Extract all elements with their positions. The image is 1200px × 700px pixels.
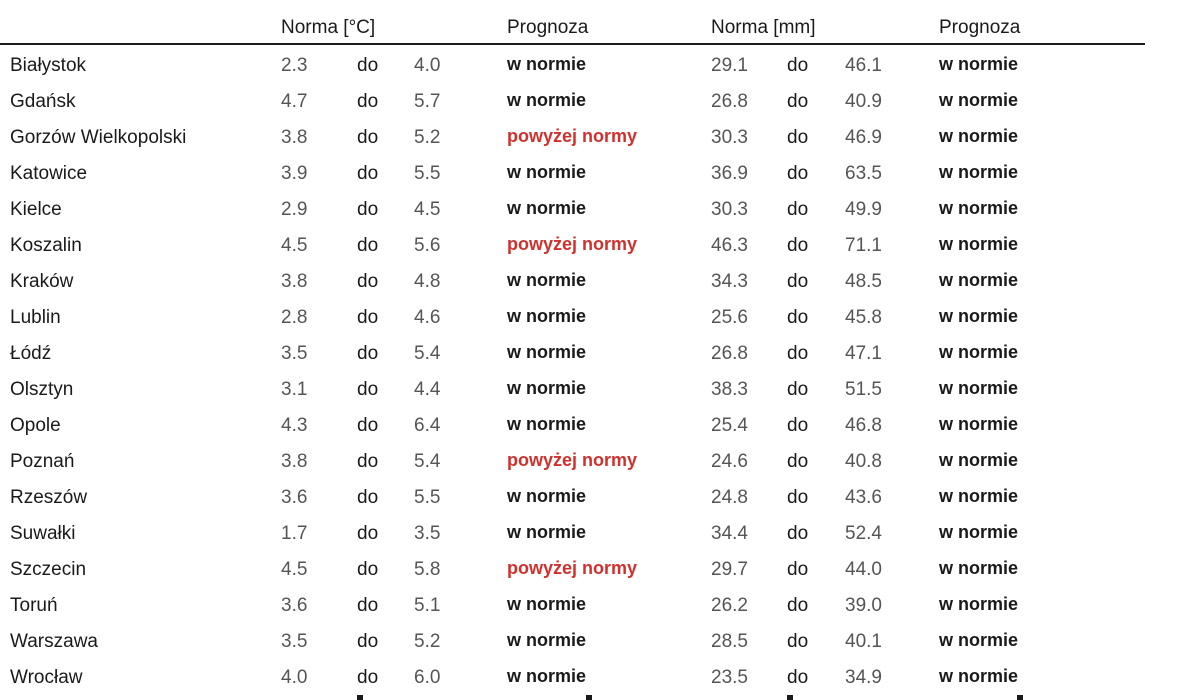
precip-norm-max: 40.9: [845, 91, 882, 112]
temp-norm-min: 1.7: [281, 523, 308, 544]
precip-norm-separator: do: [787, 415, 809, 436]
temp-norm-separator: do: [357, 127, 379, 148]
partial-mark: [586, 695, 592, 700]
temp-forecast: w normie: [507, 54, 587, 74]
temp-norm-min: 4.5: [281, 235, 308, 256]
precip-forecast: w normie: [939, 342, 1019, 362]
temp-forecast: w normie: [507, 306, 587, 326]
temp-norm-separator: do: [357, 163, 379, 184]
partial-mark: [787, 695, 793, 700]
precip-forecast: w normie: [939, 594, 1019, 614]
precip-norm-separator: do: [787, 523, 809, 544]
table-row: [0, 266, 1200, 302]
precip-norm-max: 34.9: [845, 667, 882, 688]
header-temp-forecast: Prognoza: [507, 17, 589, 38]
temp-norm-min: 4.3: [281, 415, 308, 436]
precip-norm-max: 49.9: [845, 199, 882, 220]
precip-forecast: w normie: [939, 270, 1019, 290]
temp-norm-max: 5.8: [414, 559, 441, 580]
precip-norm-separator: do: [787, 127, 809, 148]
temp-norm-min: 3.9: [281, 163, 308, 184]
city-name: Warszawa: [10, 631, 98, 652]
temp-norm-max: 6.4: [414, 415, 441, 436]
table-body: [0, 50, 1200, 698]
header-rule: [0, 43, 1145, 45]
precip-forecast: w normie: [939, 486, 1019, 506]
city-name: Gdańsk: [10, 91, 76, 112]
temp-norm-min: 3.1: [281, 379, 308, 400]
temp-norm-max: 4.5: [414, 199, 441, 220]
precip-norm-max: 44.0: [845, 559, 882, 580]
precip-norm-max: 52.4: [845, 523, 882, 544]
precip-norm-min: 25.6: [711, 307, 748, 328]
header-precip-forecast: Prognoza: [939, 17, 1021, 38]
precip-norm-separator: do: [787, 199, 809, 220]
temp-forecast: w normie: [507, 414, 587, 434]
precip-forecast: w normie: [939, 90, 1019, 110]
precip-forecast: w normie: [939, 234, 1019, 254]
precip-forecast: w normie: [939, 522, 1019, 542]
precip-forecast: w normie: [939, 630, 1019, 650]
precip-forecast: w normie: [939, 414, 1019, 434]
precip-forecast: w normie: [939, 306, 1019, 326]
temp-norm-min: 4.7: [281, 91, 308, 112]
partial-mark: [1017, 695, 1023, 700]
precip-norm-max: 40.1: [845, 631, 882, 652]
temp-norm-separator: do: [357, 271, 379, 292]
temp-norm-max: 5.1: [414, 595, 441, 616]
temp-norm-separator: do: [357, 487, 379, 508]
temp-norm-min: 3.8: [281, 451, 308, 472]
precip-forecast: w normie: [939, 162, 1019, 182]
precip-norm-max: 48.5: [845, 271, 882, 292]
temp-norm-max: 6.0: [414, 667, 441, 688]
temp-norm-min: 3.5: [281, 343, 308, 364]
precip-norm-separator: do: [787, 163, 809, 184]
precip-norm-min: 30.3: [711, 127, 748, 148]
temp-norm-max: 5.6: [414, 235, 441, 256]
temp-norm-max: 4.6: [414, 307, 441, 328]
temp-norm-min: 2.9: [281, 199, 308, 220]
table-row: [0, 482, 1200, 518]
temp-forecast: w normie: [507, 486, 587, 506]
temp-norm-max: 5.5: [414, 487, 441, 508]
precip-norm-max: 45.8: [845, 307, 882, 328]
city-name: Katowice: [10, 163, 88, 184]
table-row: [0, 410, 1200, 446]
temp-norm-separator: do: [357, 307, 379, 328]
precip-norm-separator: do: [787, 667, 809, 688]
table-row: [0, 50, 1200, 86]
temp-norm-min: 3.8: [281, 127, 308, 148]
temp-forecast: w normie: [507, 198, 587, 218]
precip-norm-max: 39.0: [845, 595, 882, 616]
temp-norm-min: 3.8: [281, 271, 308, 292]
temp-norm-separator: do: [357, 235, 379, 256]
precip-norm-max: 46.1: [845, 55, 882, 76]
temp-forecast: w normie: [507, 522, 587, 542]
precip-norm-min: 46.3: [711, 235, 748, 256]
precip-norm-separator: do: [787, 559, 809, 580]
city-name: Białystok: [10, 55, 87, 76]
precip-norm-separator: do: [787, 595, 809, 616]
precip-norm-min: 30.3: [711, 199, 748, 220]
temp-norm-separator: do: [357, 199, 379, 220]
precip-norm-min: 26.2: [711, 595, 748, 616]
precip-norm-min: 26.8: [711, 343, 748, 364]
precip-norm-separator: do: [787, 307, 809, 328]
precip-forecast: w normie: [939, 558, 1019, 578]
precip-norm-min: 38.3: [711, 379, 748, 400]
precip-norm-separator: do: [787, 235, 809, 256]
precip-norm-max: 51.5: [845, 379, 882, 400]
precip-norm-separator: do: [787, 91, 809, 112]
table-row: [0, 158, 1200, 194]
temp-forecast: powyżej normy: [507, 558, 638, 578]
table-row: [0, 194, 1200, 230]
temp-norm-separator: do: [357, 343, 379, 364]
temp-norm-max: 3.5: [414, 523, 441, 544]
table-row: [0, 518, 1200, 554]
temp-forecast: w normie: [507, 378, 587, 398]
temp-forecast: w normie: [507, 90, 587, 110]
temp-norm-separator: do: [357, 55, 379, 76]
precip-norm-separator: do: [787, 631, 809, 652]
temp-forecast: powyżej normy: [507, 126, 638, 146]
precip-norm-min: 23.5: [711, 667, 748, 688]
temp-norm-max: 5.7: [414, 91, 441, 112]
city-name: Toruń: [10, 595, 58, 616]
table-row: [0, 626, 1200, 662]
temp-forecast: powyżej normy: [507, 234, 638, 254]
temp-norm-max: 5.2: [414, 127, 441, 148]
temp-norm-max: 5.2: [414, 631, 441, 652]
header-precip-norm: Norma [mm]: [711, 17, 816, 38]
temp-forecast: w normie: [507, 666, 587, 686]
city-name: Koszalin: [10, 235, 82, 256]
precip-norm-min: 29.7: [711, 559, 748, 580]
temp-norm-min: 3.6: [281, 595, 308, 616]
precip-forecast: w normie: [939, 378, 1019, 398]
precip-norm-min: 34.4: [711, 523, 748, 544]
temp-norm-separator: do: [357, 559, 379, 580]
precip-forecast: w normie: [939, 54, 1019, 74]
precip-norm-separator: do: [787, 487, 809, 508]
temp-norm-max: 4.0: [414, 55, 441, 76]
precip-norm-max: 40.8: [845, 451, 882, 472]
precip-norm-min: 26.8: [711, 91, 748, 112]
precip-norm-min: 24.8: [711, 487, 748, 508]
table-row: [0, 590, 1200, 626]
partial-mark: [357, 695, 363, 700]
city-name: Wrocław: [10, 667, 83, 688]
temp-forecast: powyżej normy: [507, 450, 638, 470]
temp-norm-separator: do: [357, 523, 379, 544]
temp-forecast: w normie: [507, 162, 587, 182]
temp-norm-separator: do: [357, 595, 379, 616]
city-name: Gorzów Wielkopolski: [10, 127, 187, 148]
precip-norm-max: 46.9: [845, 127, 882, 148]
temp-norm-min: 4.0: [281, 667, 308, 688]
precip-norm-separator: do: [787, 55, 809, 76]
partial-next-row: [0, 692, 1200, 700]
table-row: [0, 446, 1200, 482]
temp-forecast: w normie: [507, 342, 587, 362]
temp-norm-max: 5.5: [414, 163, 441, 184]
precip-norm-min: 34.3: [711, 271, 748, 292]
precip-norm-separator: do: [787, 451, 809, 472]
city-name: Rzeszów: [10, 487, 88, 508]
temp-forecast: w normie: [507, 594, 587, 614]
temp-norm-max: 5.4: [414, 451, 441, 472]
table-row: [0, 230, 1200, 266]
precip-norm-max: 47.1: [845, 343, 882, 364]
precip-norm-max: 43.6: [845, 487, 882, 508]
precip-norm-max: 63.5: [845, 163, 882, 184]
temp-norm-separator: do: [357, 379, 379, 400]
precip-norm-separator: do: [787, 343, 809, 364]
precip-norm-max: 46.8: [845, 415, 882, 436]
table-row: [0, 338, 1200, 374]
temp-norm-min: 4.5: [281, 559, 308, 580]
city-name: Kraków: [10, 271, 74, 292]
temp-forecast: w normie: [507, 630, 587, 650]
temp-norm-min: 2.8: [281, 307, 308, 328]
precip-forecast: w normie: [939, 450, 1019, 470]
city-name: Olsztyn: [10, 379, 74, 400]
table-row: [0, 554, 1200, 590]
temp-norm-separator: do: [357, 667, 379, 688]
city-name: Poznań: [10, 451, 75, 472]
temp-norm-min: 2.3: [281, 55, 308, 76]
precip-norm-min: 29.1: [711, 55, 748, 76]
precip-norm-min: 25.4: [711, 415, 748, 436]
city-name: Opole: [10, 415, 61, 436]
precip-forecast: w normie: [939, 198, 1019, 218]
temp-norm-separator: do: [357, 415, 379, 436]
table-row: [0, 374, 1200, 410]
temp-norm-max: 4.8: [414, 271, 441, 292]
table-row: [0, 302, 1200, 338]
precip-norm-min: 36.9: [711, 163, 748, 184]
table-header: [0, 14, 1200, 42]
city-name: Szczecin: [10, 559, 87, 580]
precip-norm-min: 24.6: [711, 451, 748, 472]
temp-norm-min: 3.6: [281, 487, 308, 508]
temp-norm-max: 4.4: [414, 379, 441, 400]
temp-forecast: w normie: [507, 270, 587, 290]
city-name: Suwałki: [10, 523, 76, 544]
city-name: Łódź: [10, 343, 52, 364]
temp-norm-min: 3.5: [281, 631, 308, 652]
precip-norm-max: 71.1: [845, 235, 882, 256]
precip-norm-min: 28.5: [711, 631, 748, 652]
temp-norm-max: 5.4: [414, 343, 441, 364]
temp-norm-separator: do: [357, 631, 379, 652]
precip-forecast: w normie: [939, 126, 1019, 146]
temp-norm-separator: do: [357, 91, 379, 112]
table-row: [0, 86, 1200, 122]
temp-norm-separator: do: [357, 451, 379, 472]
city-name: Kielce: [10, 199, 62, 220]
precip-norm-separator: do: [787, 271, 809, 292]
table-row: [0, 122, 1200, 158]
precip-forecast: w normie: [939, 666, 1019, 686]
city-name: Lublin: [10, 307, 61, 328]
header-temp-norm: Norma [°C]: [281, 17, 376, 38]
precip-norm-separator: do: [787, 379, 809, 400]
